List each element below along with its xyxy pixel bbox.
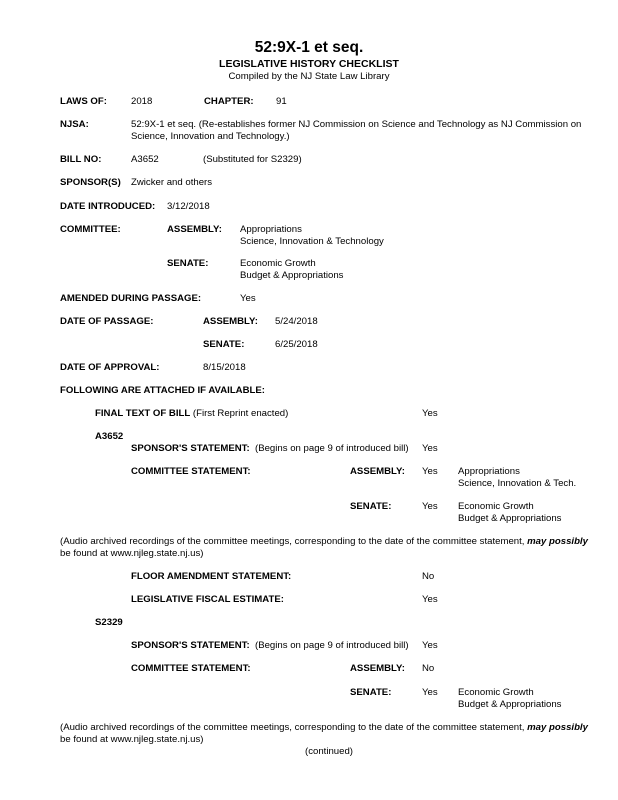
committee-assembly-2: Science, Innovation & Technology <box>240 236 384 247</box>
a3652-assembly-value: Yes <box>422 466 438 477</box>
committee-senate-label: SENATE: <box>167 258 209 269</box>
committee-label: COMMITTEE: <box>60 224 121 235</box>
approval-label: DATE OF APPROVAL: <box>60 362 160 373</box>
passage-senate-label: SENATE: <box>203 339 245 350</box>
s2329-assembly-value: No <box>422 663 435 674</box>
a3652-senate-committee-1: Economic Growth <box>458 501 534 512</box>
a3652-assembly-label: ASSEMBLY: <box>350 466 405 477</box>
audio-note-1-line-2: be found at www.njleg.state.nj.us) <box>60 548 204 559</box>
a3652-heading: A3652 <box>95 431 124 442</box>
a3652-sponsor-value: Yes <box>422 443 438 454</box>
a3652-assembly-committee-1: Appropriations <box>458 466 520 477</box>
s2329-sponsor-value: Yes <box>422 640 438 651</box>
laws-of-value: 2018 <box>131 96 153 107</box>
laws-of-label: LAWS OF: <box>60 96 107 107</box>
final-text-row <box>95 408 288 420</box>
njsa-label: NJSA: <box>60 119 89 130</box>
amended-value: Yes <box>240 293 256 304</box>
page-title: 52:9X-1 et seq. <box>254 39 364 56</box>
a3652-floor-value: No <box>422 571 435 582</box>
a3652-sponsor-note: (Begins on page 9 of introduced bill) <box>255 443 409 454</box>
audio-note-2-line-1: (Audio archived recordings of the committee meetings, corresponding to the date of the committee statement, may possibly <box>60 722 588 733</box>
a3652-floor-label: FLOOR AMENDMENT STATEMENT: <box>131 571 292 582</box>
committee-senate-2: Budget & Appropriations <box>240 270 344 281</box>
s2329-heading: S2329 <box>95 617 123 628</box>
s2329-senate-value: Yes <box>422 687 438 698</box>
s2329-sponsor-row <box>131 640 409 652</box>
passage-senate-date: 6/25/2018 <box>275 339 318 350</box>
bill-no-note: (Substituted for S2329) <box>203 154 302 165</box>
audio-note-1-line-1: (Audio archived recordings of the committee meetings, corresponding to the date of the committee statement, may possibly <box>60 536 588 547</box>
audio-note-2-line-2: be found at www.njleg.state.nj.us) <box>60 734 204 745</box>
njsa-line-1: 52:9X-1 et seq. (Re-establishes former NJ Commission on Science and Technology as NJ Commission on <box>131 119 582 130</box>
date-introduced-value: 3/12/2018 <box>167 201 210 212</box>
compiled-by: Compiled by the NJ State Law Library <box>228 71 390 82</box>
approval-value: 8/15/2018 <box>203 362 246 373</box>
a3652-committee-label: COMMITTEE STATEMENT: <box>131 466 251 477</box>
s2329-senate-label: SENATE: <box>350 687 392 698</box>
bill-no-label: BILL NO: <box>60 154 102 165</box>
s2329-senate-committee-1: Economic Growth <box>458 687 534 698</box>
date-introduced-label: DATE INTRODUCED: <box>60 201 156 212</box>
chapter-label: CHAPTER: <box>204 96 254 107</box>
committee-senate-1: Economic Growth <box>240 258 316 269</box>
a3652-senate-committee-2: Budget & Appropriations <box>458 513 562 524</box>
bill-no-value: A3652 <box>131 154 159 165</box>
sponsors-label: SPONSOR(S) <box>60 177 121 188</box>
sponsors-value: Zwicker and others <box>131 177 213 188</box>
passage-assembly-label: ASSEMBLY: <box>203 316 258 327</box>
amended-label: AMENDED DURING PASSAGE: <box>60 293 202 304</box>
chapter-value: 91 <box>276 96 287 107</box>
continued-note: (continued) <box>305 746 353 757</box>
s2329-senate-committee-2: Budget & Appropriations <box>458 699 562 710</box>
njsa-line-2: Science, Innovation and Technology.) <box>131 131 290 142</box>
attached-heading: FOLLOWING ARE ATTACHED IF AVAILABLE: <box>60 385 265 396</box>
passage-assembly-date: 5/24/2018 <box>275 316 318 327</box>
final-text-value: Yes <box>422 408 438 419</box>
a3652-sponsor-row <box>131 443 409 455</box>
final-text-label: FINAL TEXT OF BILL <box>95 408 191 419</box>
a3652-senate-value: Yes <box>422 501 438 512</box>
s2329-committee-label: COMMITTEE STATEMENT: <box>131 663 251 674</box>
s2329-assembly-label: ASSEMBLY: <box>350 663 405 674</box>
committee-assembly-1: Appropriations <box>240 224 302 235</box>
committee-assembly-label: ASSEMBLY: <box>167 224 222 235</box>
s2329-sponsor-note: (Begins on page 9 of introduced bill) <box>255 640 409 651</box>
a3652-senate-label: SENATE: <box>350 501 392 512</box>
passage-label: DATE OF PASSAGE: <box>60 316 154 327</box>
s2329-sponsor-label: SPONSOR'S STATEMENT: <box>131 640 250 651</box>
a3652-sponsor-label: SPONSOR'S STATEMENT: <box>131 443 250 454</box>
final-text-note: (First Reprint enacted) <box>190 408 289 419</box>
a3652-fiscal-value: Yes <box>422 594 438 605</box>
page-subtitle: LEGISLATIVE HISTORY CHECKLIST <box>219 58 399 70</box>
a3652-assembly-committee-2: Science, Innovation & Tech. <box>458 478 577 489</box>
a3652-fiscal-label: LEGISLATIVE FISCAL ESTIMATE: <box>131 594 284 605</box>
